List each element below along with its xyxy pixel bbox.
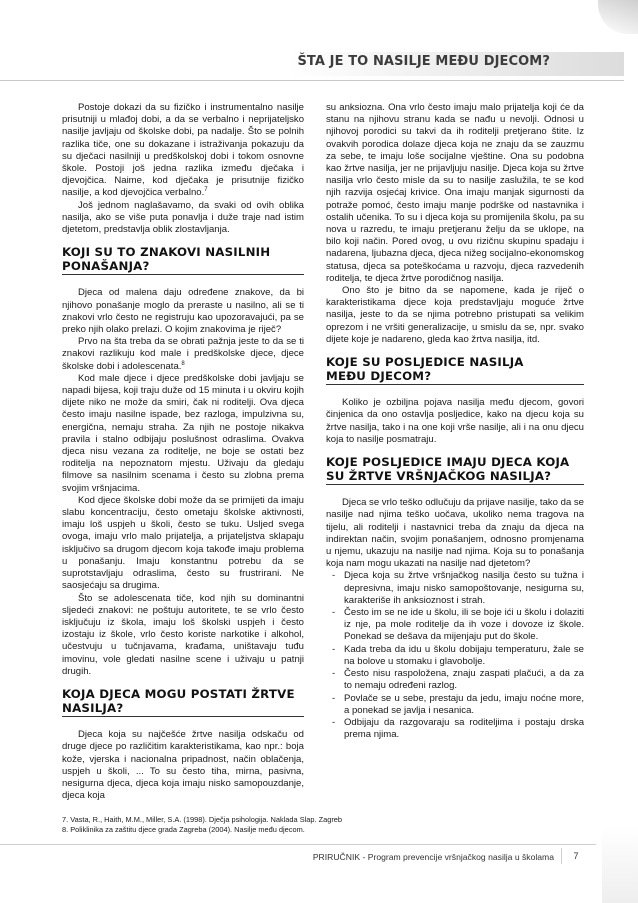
left-column — [62, 102, 304, 802]
paragraph: Kod male djece i djece predškolske dobi javljaju se napadi bijesa, koji traju duže od 15 minuta i u okviru kojih dijete niko ne može da smiri, čak ni roditelji. Ova djeca često imaju nasilne ispade, bez razloga, impulzivna su, energična, nemaju straha. Za njih ne postoje nikakva pravila i stalno odbijaju poslušnost odraslima. Ovakva djeca nisu vezana za roditelje, ne boje se ostati bez roditelja na nepoznatom mjestu. Uživaju da gledaju filmove sa nasilnim scenama i često su zlobna prema svojim vršnjacima. — [62, 372, 304, 494]
section-heading: KOJE POSLJEDICE IMAJU DJECA KOJA SU ŽRTVE VRŠNJAČKOG NASILJA? — [326, 456, 584, 485]
section-heading: KOJI SU TO ZNAKOVI NASILNIH PONAŠANJA? — [62, 246, 304, 275]
list-item: - Kada treba da idu u školu dobijaju temperaturu, žale se na bolove u stomaku i glavobolje. — [326, 644, 584, 668]
paragraph: Postoje dokazi da su fizičko i instrumentalno nasilje prisutniji u mlađoj dobi, a da se verbalno i neprijateljsko nasilje javljaju od školske dobi, pa nadalje. Što se polnih razlika tiče, one su dokazane i istraživanja pokazuju da su dječaci nasilniji u predškolskoj dobi i tokom osnovne škole. Postoji još jedna razlika između dječaka i djevojčica. Naime, kod dječaka je prisutnije fizičko nasilje, a kod djevojčica verbalno.$^7$ — [62, 102, 304, 199]
paragraph: Još jednom naglašavamo, da svaki od ovih oblika nasilja, ako se više puta ponavlja i duže traje nad istim djetetom, predstavlja oblik zlostavljanja. — [62, 199, 304, 236]
paragraph: su anksiozna. Ona vrlo često imaju malo prijatelja koji će da stanu na njihovu stranu kada se nađu u nevolji. Odnosi u njihovoj porodici su takvi da ih roditelji pretjerano štite. Iz ovakvih porodica dolaze djeca koja ne znaju da se zauzmu za sebe, te imaju loše socijalne vještine. Ona su podobna kao žrtve nasilja, jer ne prijavljuju nasilje. Djeca koja su žrtve nasilja vrlo često misle da su to nasilje zaslužila, te se kod njih razvija osjećaj krivice. Ona imaju manjak sigurnosti da potraže pomoć, često imaju manje podrške od nastavnika i ostalih učenika. To su i djeca koja su promijenila školu, pa su nova u razredu, te imaju pretjeranu želju da se uklope, na bilo koji način. Pored ovog, u ovu rizičnu skupinu spadaju i nadarena, ljubazna djeca, djeca nižeg socijalno-ekonomskog statusa, djeca sa poteškoćama u razvoju, djeca razvedenih roditelja, te djeca žrtve porodičnog nasilja. — [326, 102, 584, 284]
symptom-list — [326, 570, 584, 741]
list-item: - Odbijaju da razgovaraju sa roditeljima i postaju drska prema njima. — [326, 717, 584, 741]
footnote: 7. Vasta, R., Haith, M.M., Miller, S.A. (1998). Dječja psihologija. Naklada Slap. Zagreb — [62, 815, 343, 824]
section-heading: KOJA DJECA MOGU POSTATI ŽRTVE NASILJA? — [62, 688, 304, 717]
header-corner-decoration — [598, 0, 638, 34]
paragraph: Koliko je ozbiljna pojava nasilja među djecom, govori činjenica da ono ostavlja posljedice, kako na djecu koja su žrtve nasilja, tako i na one koji vrše nasilje, ali i na onu djecu koja to nasilje posmatraju. — [326, 397, 584, 445]
right-column — [326, 102, 584, 741]
list-item: - Često im se ne ide u školu, ili se boje ići u školu i dolaziti iz nje, pa mole roditelje da ih voze i dovoze iz škole. Ponekad se dešava da mijenjaju put do škole. — [326, 607, 584, 644]
list-item: - Često nisu raspoložena, znaju zaspati plačući, a da za to nemaju određeni razlog. — [326, 668, 584, 692]
page-header — [0, 0, 638, 88]
paragraph: Prvo na šta treba da se obrati pažnja jeste to da se ti znakovi razlikuju kod male i predškolske djece, djece školske dobi i adolescenata.$^8$ — [62, 336, 304, 372]
paragraph: Kod djece školske dobi može da se primijeti da imaju slabu koncentraciju, često ometaju školske aktivnosti, imaju loš uspjeh u školi, često se tuku. Usljed svega ovoga, imaju vrlo malo prijatelja, a prijateljstva sklapaju isključivo sa drugom djecom koja takođe imaju problema u ponašanju. Imaju konstantnu potrebu da se suprotstavljaju odraslima, često su frustrirani. Ne saosjećaju sa drugima. — [62, 494, 304, 592]
page-title: ŠTA JE TO NASILJE MEĐU DJECOM? — [297, 54, 550, 69]
footnote-ref: 7 — [204, 187, 208, 194]
paragraph: Djeca od malena daju određene znakove, da bi njihovo ponašanje moglo da preraste u nasilno, ali se ti znakovi vrlo često ne registruju kao upozoravajući, pa se preko njih olako prelazi. O kojim znakovima je riječ? — [62, 287, 304, 336]
footer-divider — [0, 844, 596, 845]
footer-text: PRIRUČNIK - Program prevencije vršnjačkog nasilja u školama — [312, 852, 554, 862]
footnote: 8. Poliklinika za zaštitu djece grada Zagreba (2004). Nasilje među djecom. — [62, 824, 305, 834]
paragraph: Djeca koja su najčešće žrtve nasilja odskaču od druge djece po različitim karakteristikama, kao npr.: boja kože, vjerska i nacionalna pripadnost, način oblačenja, uspjeh u školi, ... To su često tiha, mirna, pasivna, nesigurna djeca, djeca koja imaju nisko samopouzdanje, djeca koja — [62, 729, 304, 802]
paragraph: Ono što je bitno da se napomene, kada je riječ o karakteristikama djece koja predstavljaju moguće žrtve nasilja, jeste to da se njima potrebno pristupati sa velikim oprezom i ne vršiti generalizacije, u smislu da se, npr. svako dijete koje je nadareno, gleda kao žrtva nasilja, itd. — [326, 285, 584, 345]
paragraph: Što se adolescenata tiče, kod njih su dominantni sljedeći znakovi: ne poštuju autoritete, te se vrlo često isključuju iz škola, imaju loš školski uspjeh i često izostaju iz škole, vrlo često koriste narkotike i alkohol, učestvuju u tučnjavama, krađama, uništavaju tuđu imovinu, vole gledati nasilne scene i uživaju u patnji drugih. — [62, 592, 304, 677]
page-number: 7 — [573, 851, 579, 861]
section-heading: KOJE SU POSLJEDICE NASILJA MEĐU DJECOM? — [326, 356, 584, 385]
footer-corner-decoration — [602, 826, 638, 903]
list-item: - Povlače se u sebe, prestaju da jedu, imaju noćne more, a ponekad se javlja i nesanica. — [326, 693, 584, 717]
header-divider — [0, 80, 624, 81]
footnote-ref: 8 — [181, 360, 185, 367]
footnotes — [62, 815, 582, 834]
footer-separator — [561, 848, 562, 864]
list-item: - Djeca koja su žrtve vršnjačkog nasilja često su tužna i depresivna, imaju nisko samopoštovanje, nesigurna su, karakteriše ih anksioznost i strah. — [326, 570, 584, 607]
paragraph: Djeca se vrlo teško odlučuju da prijave nasilje, tako da se nasilje nad njima teško uočava, ukoliko nema tragova na tijelu, ali roditelji i nastavnici treba da znaju da djeca na indirektan način, svojim ponašanjem, odnosno promjenama u njemu, ukazuju na nasilje nad njima. Koja su to ponašanja koja nam mogu ukazati na nasilje nad djetetom? — [326, 497, 584, 570]
